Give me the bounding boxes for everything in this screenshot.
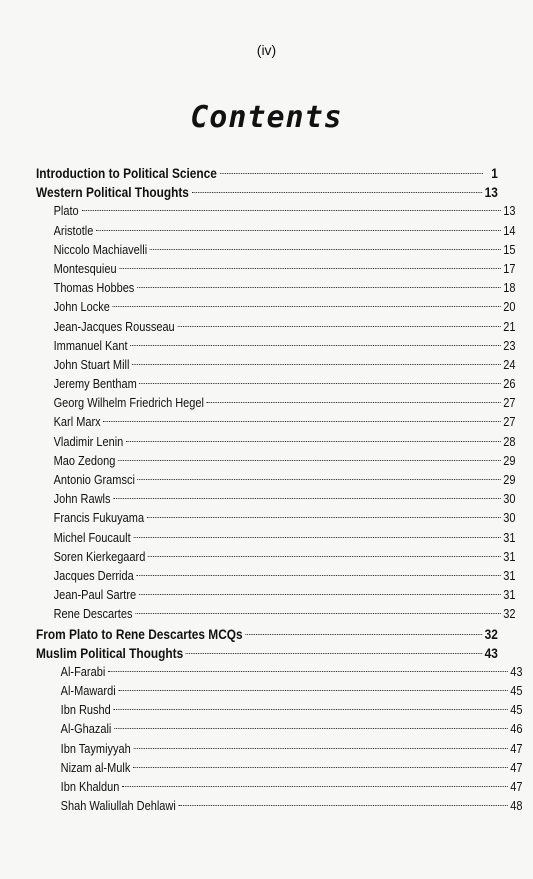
toc-entry-page: 18: [503, 281, 516, 296]
dot-leader: [122, 786, 508, 787]
toc-entry-label: Aristotle: [53, 223, 94, 238]
toc-entry-page: 45: [510, 703, 523, 718]
dot-leader: [220, 173, 483, 174]
toc-entry-page: 30: [503, 492, 516, 507]
toc-entry: [36, 701, 522, 720]
dot-leader: [118, 690, 507, 691]
toc-entry: [36, 222, 515, 241]
dot-leader: [113, 498, 500, 499]
toc-entry-label: John Locke: [53, 300, 110, 315]
toc-entry: [36, 298, 515, 317]
toc-entry-label: Georg Wilhelm Friedrich Hegel: [53, 396, 204, 411]
toc-entry-label: Antonio Gramsci: [53, 473, 135, 487]
toc-entry-label: Vladimir Lenin: [53, 434, 124, 449]
dot-leader: [207, 402, 501, 403]
toc-entry-page: 47: [510, 780, 523, 794]
toc-entry-page: 31: [503, 549, 516, 564]
toc-entry-label: Introduction to Political Science: [36, 166, 217, 181]
toc-entry: [36, 241, 515, 260]
toc-entry: [36, 452, 515, 471]
toc-entry: [36, 625, 498, 644]
dot-leader: [147, 517, 501, 518]
toc-entry: [36, 720, 522, 739]
dot-leader: [178, 805, 507, 806]
toc-entry: [36, 413, 515, 432]
toc-entry: [36, 356, 515, 375]
toc-entry-label: Karl Marx: [53, 415, 101, 430]
dot-leader: [81, 210, 500, 211]
toc-entry-label: Niccolo Machiavelli: [53, 242, 148, 257]
toc-entry-page: 45: [510, 684, 523, 699]
toc-entry-label: Jacques Derrida: [53, 568, 134, 583]
toc-entry: [36, 740, 522, 759]
toc-entry-label: Rene Descartes: [53, 607, 133, 622]
toc-entry-page: 31: [503, 588, 516, 603]
toc-entry: [36, 778, 522, 797]
dot-leader: [130, 345, 500, 346]
dot-leader: [96, 230, 501, 231]
toc-entry-label: Western Political Thoughts: [36, 185, 189, 201]
toc-entry-page: 13: [484, 185, 498, 201]
dot-leader: [177, 326, 500, 327]
dot-leader: [135, 613, 500, 614]
toc-entry-page: 21: [503, 319, 516, 334]
toc-entry-page: 28: [503, 434, 516, 449]
toc-entry-label: Jeremy Bentham: [53, 377, 137, 392]
dot-leader: [114, 728, 507, 729]
toc-entry: [36, 797, 522, 816]
toc-entry: [36, 644, 498, 663]
toc-entry: [36, 394, 515, 413]
toc-entry-page: 29: [503, 473, 516, 487]
toc-entry-label: Muslim Political Thoughts: [36, 645, 184, 661]
toc-entry-page: 47: [510, 760, 523, 775]
toc-entry-page: 26: [503, 377, 516, 392]
toc-entry-label: Jean-Jacques Rousseau: [53, 319, 175, 334]
toc-entry-page: 47: [510, 741, 523, 756]
toc-entry: [36, 548, 515, 567]
toc-entry-page: 43: [510, 664, 523, 679]
toc-entry-page: 13: [503, 204, 516, 219]
toc-entry: [36, 279, 515, 298]
toc-entry-page: 20: [503, 300, 516, 315]
toc-entry: [36, 682, 522, 701]
dot-leader: [139, 594, 501, 595]
toc-entry: [36, 567, 515, 586]
toc-entry: [36, 509, 515, 528]
dot-leader: [186, 653, 482, 654]
toc-entry-label: Al-Ghazali: [60, 722, 112, 737]
toc-entry-label: Ibn Khaldun: [60, 780, 120, 794]
dot-leader: [245, 634, 482, 635]
toc-entry-label: Soren Kierkegaard: [53, 549, 146, 564]
toc-entry-label: Immanuel Kant: [53, 338, 128, 353]
toc-entry: [36, 586, 515, 605]
toc-entry: [36, 260, 515, 279]
toc-entry-label: Ibn Rushd: [60, 703, 111, 718]
page-number: (iv): [256, 42, 277, 58]
toc-entry-label: Nizam al-Mulk: [60, 760, 131, 775]
dot-leader: [119, 268, 500, 269]
toc-entry-label: Al-Farabi: [60, 664, 106, 679]
toc-entry-page: 31: [503, 568, 516, 583]
toc-entry-page: 17: [503, 261, 516, 276]
dot-leader: [192, 192, 482, 193]
toc-entry: [36, 471, 515, 490]
toc-entry-page: 32: [484, 626, 498, 642]
toc-entry-page: 31: [503, 530, 516, 545]
dot-leader: [133, 537, 500, 538]
toc-entry-page: 43: [484, 645, 498, 661]
toc-entry: [36, 202, 515, 221]
dot-leader: [139, 383, 500, 384]
toc-entry-page: 27: [503, 415, 516, 430]
toc-entry: [36, 529, 515, 548]
toc-entry-label: Al-Mawardi: [60, 684, 116, 699]
dot-leader: [148, 556, 501, 557]
toc-entry: [36, 433, 515, 452]
toc-entry-label: Montesquieu: [53, 261, 117, 276]
dot-leader: [108, 671, 508, 672]
toc-entry-label: Jean-Paul Sartre: [53, 588, 137, 603]
dot-leader: [150, 249, 501, 250]
toc-entry-label: Plato: [53, 204, 79, 219]
dot-leader: [126, 441, 501, 442]
toc-entry-page: 15: [503, 242, 516, 257]
page-title: Contents: [190, 100, 343, 135]
table-of-contents: [36, 164, 523, 816]
toc-entry-page: 1: [491, 166, 498, 181]
toc-entry: [36, 164, 498, 183]
toc-entry-label: John Rawls: [53, 492, 111, 507]
dot-leader: [133, 748, 507, 749]
dot-leader: [138, 479, 501, 480]
toc-entry: [36, 605, 515, 624]
toc-entry-page: 14: [503, 223, 516, 238]
toc-entry-label: Shah Waliullah Dehlawi: [60, 799, 176, 814]
toc-entry-page: 32: [503, 607, 516, 622]
toc-entry: [36, 337, 515, 356]
dot-leader: [136, 575, 500, 576]
toc-entry-label: Thomas Hobbes: [53, 281, 135, 296]
toc-entry: [36, 183, 498, 202]
toc-entry: [36, 759, 522, 778]
toc-entry: [36, 318, 515, 337]
dot-leader: [118, 460, 500, 461]
toc-entry-label: Mao Zedong: [53, 453, 116, 468]
toc-entry-label: From Plato to Rene Descartes MCQs: [36, 626, 243, 642]
dot-leader: [132, 364, 500, 365]
toc-entry-label: Michel Foucault: [53, 530, 131, 545]
toc-entry-page: 23: [503, 338, 516, 353]
toc-entry: [36, 375, 515, 394]
toc-entry-page: 24: [503, 357, 516, 372]
toc-entry-page: 30: [503, 511, 516, 526]
toc-entry: [36, 490, 515, 509]
toc-entry-page: 48: [510, 799, 523, 814]
toc-entry-page: 46: [510, 722, 523, 737]
dot-leader: [113, 709, 507, 710]
toc-entry: [36, 663, 522, 682]
dot-leader: [133, 767, 508, 768]
dot-leader: [113, 306, 501, 307]
toc-entry-label: Ibn Taymiyyah: [60, 741, 131, 756]
dot-leader: [103, 421, 500, 422]
toc-entry-page: 29: [503, 453, 516, 468]
toc-entry-page: 27: [503, 396, 516, 411]
toc-entry-label: Francis Fukuyama: [53, 511, 145, 526]
toc-entry-label: John Stuart Mill: [53, 357, 130, 372]
dot-leader: [137, 287, 501, 288]
